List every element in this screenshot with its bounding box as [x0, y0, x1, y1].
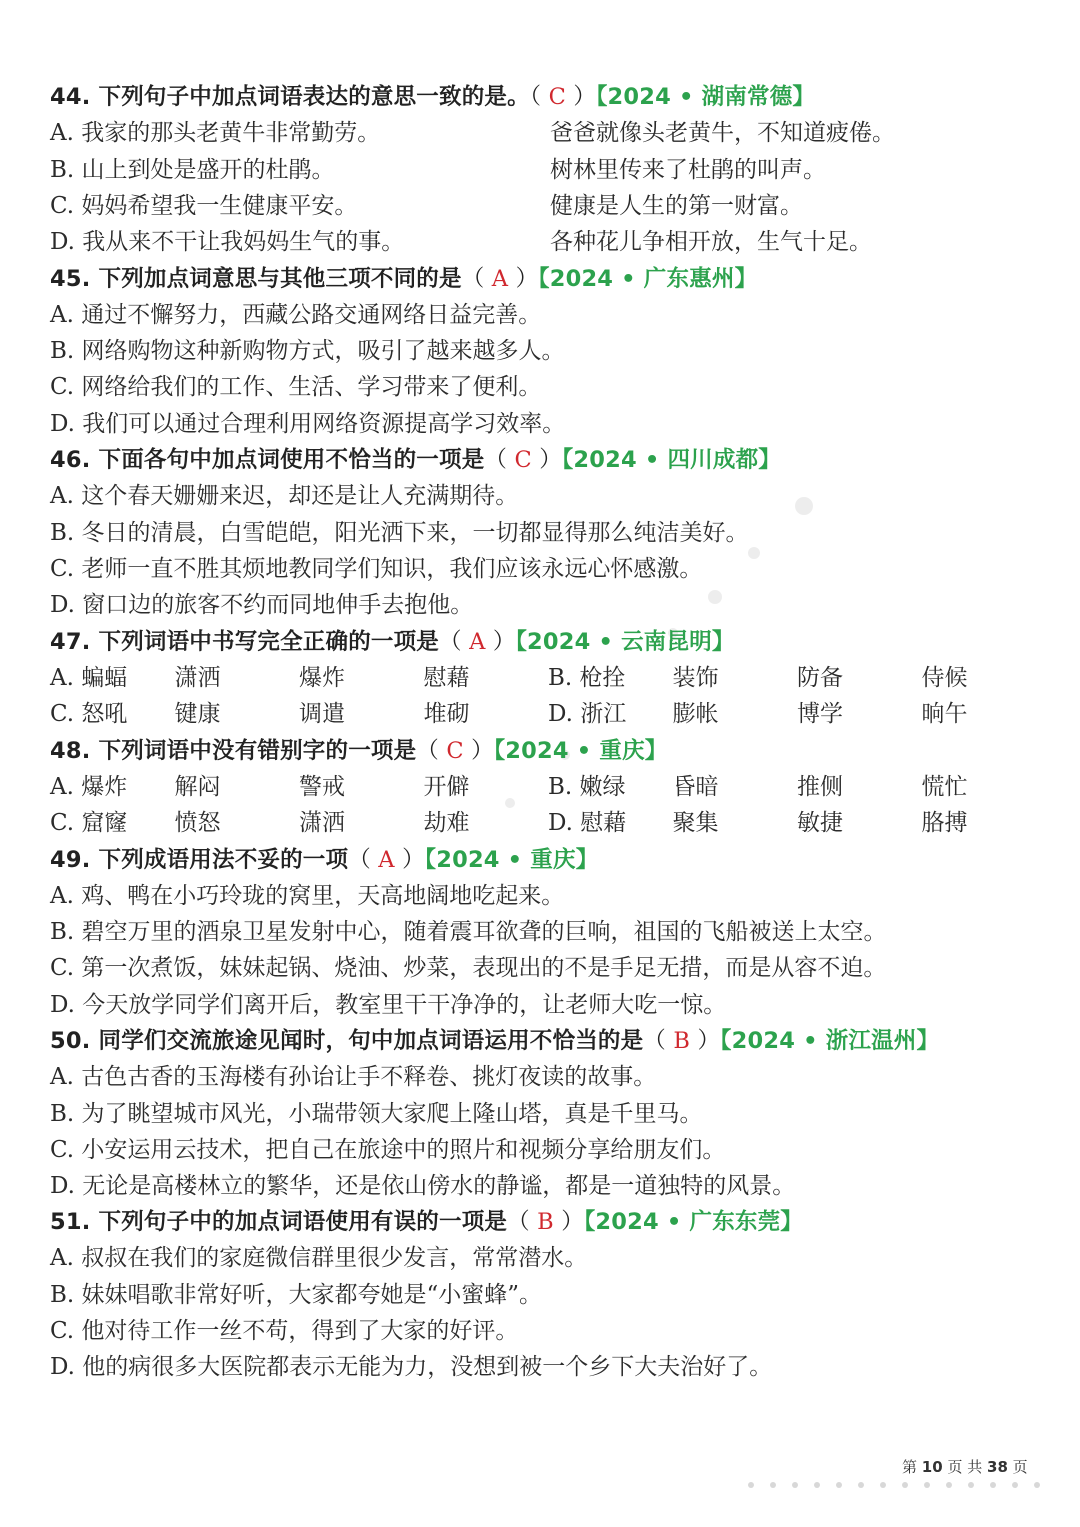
word-cell: C. 窟窿	[50, 810, 128, 837]
question-text: 51. 下列句子中的加点词语使用有误的一项是	[50, 1209, 508, 1235]
option-row	[50, 188, 1050, 224]
option-line: C. 小安运用云技术，把自己在旅途中的照片和视频分享给朋友们。	[50, 1136, 726, 1163]
decorative-dot	[924, 1482, 930, 1488]
question-text: 46. 下面各句中加点词使用不恰当的一项是	[50, 447, 485, 473]
word-cell: A. 蝙蝠	[50, 664, 128, 691]
decorative-dot	[1034, 1482, 1040, 1488]
word-cell: 爆炸	[299, 664, 345, 691]
question-title: 46. 下面各句中加点词使用不恰当的一项是（ C ）【2024 • 四川成都】	[50, 447, 781, 473]
question-text: 50. 同学们交流旅途见闻时，句中加点词语运用不恰当的是	[50, 1028, 644, 1054]
word-cell: 推侧	[797, 773, 843, 800]
source-tag: 【2024 • 广东惠州】	[538, 265, 758, 292]
page-suffix: 页	[1012, 1458, 1028, 1476]
question-title: 51. 下列句子中的加点词语使用有误的一项是（ B ）【2024 • 广东东莞】	[50, 1209, 803, 1235]
word-cell: 敏捷	[797, 810, 843, 837]
option-row	[50, 115, 1050, 151]
source-tag: 【2024 • 重庆】	[493, 737, 668, 764]
word-cell: 堆砌	[423, 701, 470, 728]
decorative-dot	[902, 1482, 908, 1488]
question-title: 48. 下列词语中没有错别字的一项是（ C ）【2024 • 重庆】	[50, 737, 668, 764]
word-cell: 慌忙	[921, 773, 968, 800]
word-row	[50, 805, 1050, 841]
word-cell: 慰藉	[423, 664, 470, 691]
question-text: 45. 下列加点词意思与其他三项不同的是	[50, 265, 462, 292]
word-cell: 劫难	[423, 810, 470, 837]
option-line: A. 这个春天姗姗来迟，却还是让人充满期待。	[50, 483, 519, 510]
page-middle: 页 共	[947, 1458, 983, 1476]
question-50	[50, 1023, 1050, 1204]
decorative-dot	[748, 1482, 754, 1488]
option-left: D. 我从来不干让我妈妈生气的事。	[50, 229, 405, 256]
total-pages: 38	[987, 1458, 1008, 1476]
option-right: 各种花儿争相开放，生气十足。	[550, 229, 872, 256]
option-line: D. 他的病很多大医院都表示无能为力，没想到被一个乡下大夫治好了。	[50, 1354, 773, 1381]
word-cell: 聚集	[672, 810, 719, 837]
source-tag: 【2024 • 浙江温州】	[720, 1028, 940, 1054]
option-line: C. 老师一直不胜其烦地教同学们知识，我们应该永远心怀感激。	[50, 555, 703, 582]
option-line: D. 无论是高楼林立的繁华，还是依山傍水的静谧，都是一道独特的风景。	[50, 1173, 796, 1200]
word-cell: A. 爆炸	[50, 773, 128, 800]
question-text: 49. 下列成语用法不妥的一项	[50, 846, 349, 873]
option-line: A. 古色古香的玉海楼有孙诒让手不释卷、挑灯夜读的故事。	[50, 1064, 657, 1091]
word-cell: 胳搏	[921, 810, 968, 837]
answer-letter: A	[491, 265, 509, 292]
question-49	[50, 842, 1050, 1023]
question-text: 44. 下列句子中加点词语表达的意思一致的是。	[50, 84, 530, 110]
word-cell: 开僻	[423, 773, 470, 800]
question-48	[50, 733, 1050, 842]
option-row	[50, 224, 1050, 260]
option-line: B. 为了眺望城市风光，小瑞带领大家爬上隆山塔，真是千里马。	[50, 1100, 703, 1127]
question-title: 44. 下列句子中加点词语表达的意思一致的是。（ C ）【2024 • 湖南常德】	[50, 84, 816, 110]
answer-letter: A	[378, 846, 395, 873]
decorative-dot	[814, 1482, 820, 1488]
word-cell: D. 慰藉	[548, 810, 627, 837]
word-cell: D. 浙江	[548, 701, 627, 728]
option-line: A. 鸡、鸭在小巧玲珑的窝里，天高地阔地吃起来。	[50, 882, 565, 909]
word-row	[50, 660, 1050, 696]
question-text: 47. 下列词语中书写完全正确的一项是	[50, 628, 439, 655]
option-row	[50, 152, 1050, 188]
word-cell: 侍候	[921, 664, 968, 691]
word-cell: B. 嫩绿	[548, 773, 626, 800]
option-line: A. 通过不懈努力，西藏公路交通网络日益完善。	[50, 301, 542, 328]
question-title: 50. 同学们交流旅途见闻时，句中加点词语运用不恰当的是（ B ）【2024 • 浙江温州】	[50, 1028, 940, 1054]
answer-letter: B	[673, 1028, 691, 1054]
question-51	[50, 1204, 1050, 1385]
word-cell: 膨帐	[672, 701, 719, 728]
decorative-dot	[946, 1482, 952, 1488]
decorative-dot	[880, 1482, 886, 1488]
option-line: D. 我们可以通过合理利用网络资源提高学习效率。	[50, 410, 566, 437]
option-line: B. 冬日的清晨，白雪皑皑，阳光洒下来，一切都显得那么纯洁美好。	[50, 519, 749, 546]
word-cell: 潇洒	[299, 810, 345, 837]
question-45	[50, 261, 1050, 442]
option-line: B. 碧空万里的酒泉卫星发射中心，随着震耳欲聋的巨响，祖国的飞船被送上太空。	[50, 919, 887, 946]
source-tag: 【2024 • 云南昆明】	[515, 628, 735, 655]
decorative-dot	[792, 1482, 798, 1488]
decorative-dot	[1012, 1482, 1018, 1488]
answer-letter: C	[446, 737, 464, 764]
option-line: B. 网络购物这种新购物方式，吸引了越来越多人。	[50, 338, 565, 365]
answer-letter: B	[537, 1209, 554, 1235]
decorative-dot	[990, 1482, 996, 1488]
word-cell: 键康	[174, 701, 221, 728]
decorative-dot	[770, 1482, 776, 1488]
word-cell: 调遣	[299, 701, 345, 728]
decorative-dot	[836, 1482, 842, 1488]
decorative-dot	[858, 1482, 864, 1488]
question-46	[50, 442, 1050, 623]
option-line: A. 叔叔在我们的家庭微信群里很少发言，常常潜水。	[50, 1245, 588, 1272]
option-line: D. 窗口边的旅客不约而同地伸手去抱他。	[50, 592, 474, 619]
question-title: 45. 下列加点词意思与其他三项不同的是（ A ）【2024 • 广东惠州】	[50, 265, 758, 292]
option-line: D. 今天放学同学们离开后，教室里干干净净的，让老师大吃一惊。	[50, 991, 727, 1018]
word-cell: 昏暗	[672, 773, 719, 800]
question-title: 49. 下列成语用法不妥的一项（ A ）【2024 • 重庆】	[50, 846, 599, 873]
answer-letter: C	[548, 84, 567, 110]
option-left: C. 妈妈希望我一生健康平安。	[50, 192, 358, 219]
word-cell: 解闷	[174, 773, 221, 800]
source-tag: 【2024 • 湖南常德】	[596, 84, 816, 110]
word-cell: 晌午	[921, 701, 968, 728]
answer-letter: A	[469, 628, 486, 655]
page-prefix: 第	[902, 1458, 918, 1476]
source-tag: 【2024 • 四川成都】	[561, 447, 781, 473]
word-row	[50, 769, 1050, 805]
option-line: C. 网络给我们的工作、生活、学习带来了便利。	[50, 374, 542, 401]
decorative-dot	[968, 1482, 974, 1488]
word-cell: B. 枪拴	[548, 664, 626, 691]
option-line: C. 他对待工作一丝不苟，得到了大家的好评。	[50, 1317, 519, 1344]
word-cell: 愤怒	[174, 810, 221, 837]
word-cell: C. 怒吼	[50, 701, 128, 728]
word-cell: 潇洒	[174, 664, 221, 691]
word-cell: 警戒	[299, 773, 345, 800]
answer-letter: C	[514, 447, 532, 473]
source-tag: 【2024 • 广东东莞】	[583, 1209, 803, 1235]
option-left: B. 山上到处是盛开的杜鹃。	[50, 156, 335, 183]
question-title: 47. 下列词语中书写完全正确的一项是（ A ）【2024 • 云南昆明】	[50, 628, 735, 655]
word-cell: 博学	[797, 701, 843, 728]
option-line: C. 第一次煮饭，妹妹起锅、烧油、炒菜，表现出的不是手足无措，而是从容不迫。	[50, 955, 887, 982]
page-number	[902, 1456, 1028, 1477]
option-right: 爸爸就像头老黄牛，不知道疲倦。	[550, 120, 895, 147]
option-right: 健康是人生的第一财富。	[550, 192, 803, 219]
option-line: B. 妹妹唱歌非常好听，大家都夸她是“小蜜蜂”。	[50, 1281, 543, 1308]
question-text: 48. 下列词语中没有错别字的一项是	[50, 737, 417, 764]
option-right: 树林里传来了杜鹃的叫声。	[550, 156, 826, 183]
option-left: A. 我家的那头老黄牛非常勤劳。	[50, 120, 381, 147]
source-tag: 【2024 • 重庆】	[424, 846, 599, 873]
word-cell: 防备	[797, 664, 843, 691]
word-cell: 装饰	[672, 664, 719, 691]
current-page: 10	[921, 1458, 943, 1476]
word-row	[50, 696, 1050, 732]
question-44	[50, 79, 1050, 260]
decorative-dots	[740, 1480, 1050, 1490]
question-47	[50, 624, 1050, 733]
